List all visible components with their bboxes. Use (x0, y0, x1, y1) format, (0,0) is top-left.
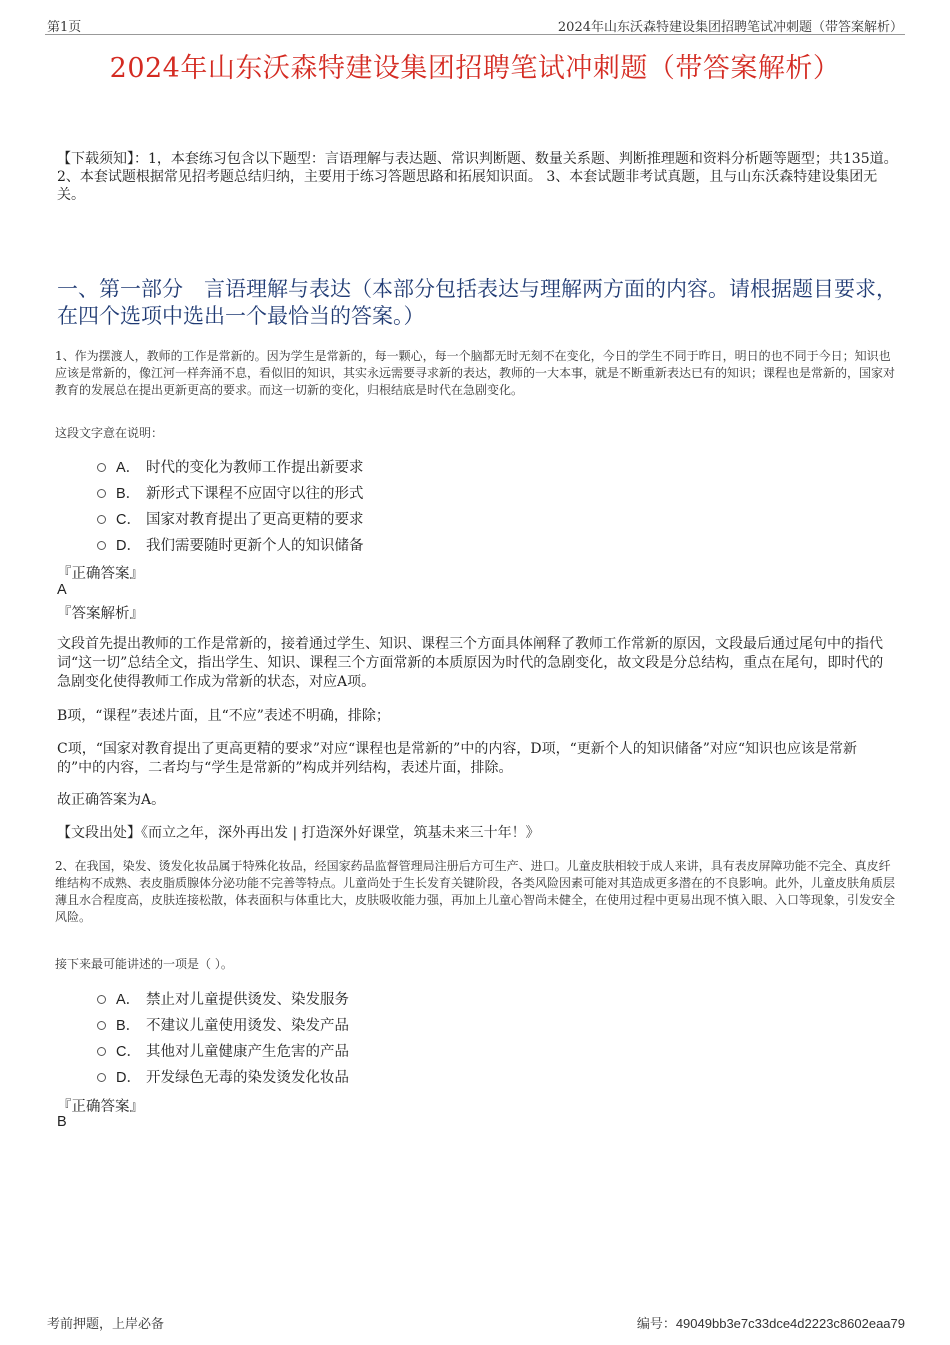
question-1-options (97, 453, 364, 557)
radio-icon[interactable] (97, 1047, 106, 1056)
option-text: 国家对教育提出了更高更精的要求 (146, 511, 364, 528)
option-a[interactable] (97, 985, 349, 1011)
footer-code-value: 49049bb3e7c33dce4d2223c8602eaa79 (675, 1316, 905, 1331)
analysis-conclusion: 故正确答案为A。 (57, 792, 166, 808)
option-letter: C． (116, 511, 141, 528)
header-divider (45, 34, 905, 35)
option-letter: B． (116, 485, 141, 502)
page-number: 第1页 (47, 20, 82, 35)
correct-answer-label: 『正确答案』 (57, 1099, 144, 1115)
analysis-paragraph: C项，“国家对教育提出了更高更精的要求”对应“课程也是常新的”中的内容，D项，“更新个人的知识储备”对应“知识也应该是常新的”中的内容，二者均与“学生是常新的”构成并列结构，表述片面，排除。 (57, 741, 858, 776)
source-citation: 【文段出处】《而立之年，深外再出发 | 打造深外好课堂，筑基未来三十年！》 (57, 825, 540, 841)
question-1-prompt: 这段文字意在说明： (55, 426, 164, 440)
question-1-text: 1、作为摆渡人，教师的工作是常新的。因为学生是常新的，每一颗心，每一个脑都无时无刻不在变化，今日的学生不同于昨日，明日的也不同于今日；知识也应该是常新的，像江河一样奔涌不息，看似旧的知识，其实永远需要寻求新的表达，教师的一大本事，就是不断重新表达已有的知识；课程也是常新的，国家对教育的发展总在提出更新更高的要求。而这一切新的变化，归根结底是时代在急剧变化。 (55, 349, 896, 397)
option-letter: A． (116, 459, 141, 476)
correct-answer-value: B (57, 1114, 67, 1130)
option-text: 新形式下课程不应固守以往的形式 (146, 485, 364, 502)
radio-icon[interactable] (97, 489, 106, 498)
correct-answer-value: A (57, 582, 67, 598)
option-letter: D． (116, 1069, 141, 1086)
radio-icon[interactable] (97, 541, 106, 550)
download-notice: 【下载须知】：1，本套练习包含以下题型：言语理解与表达题、常识判断题、数量关系题、判断推理题和资料分析题等题型；共135道。 2、本套试题根据常见招考题总结归纳，主要用于练习答题思路和拓展知识面。 3、本套试题非考试真题，且与山东沃森特建设集团无关。 (57, 151, 898, 203)
footer-code-label: 编号： (636, 1317, 676, 1332)
footer-slogan: 考前押题，上岸必备 (47, 1317, 165, 1332)
option-c[interactable] (97, 1037, 349, 1063)
option-d[interactable] (97, 1063, 349, 1089)
header-doc-name: 2024年山东沃森特建设集团招聘笔试冲刺题（带答案解析） (557, 20, 903, 35)
option-text: 开发绿色无毒的染发烫发化妆品 (146, 1069, 349, 1086)
section-title: 一、第一部分 言语理解与表达（本部分包括表达与理解两方面的内容。请根据题目要求，在四个选项中选出一个最恰当的答案。） (57, 277, 897, 328)
question-2-options (97, 985, 349, 1089)
radio-icon[interactable] (97, 463, 106, 472)
analysis-paragraph: 文段首先提出教师的工作是常新的，接着通过学生、知识、课程三个方面具体阐释了教师工作常新的原因，文段最后通过尾句中的指代词“这一切”总结全文，指出学生、知识、课程三个方面常新的本质原因为时代的急剧变化，故文段是分总结构，重点在尾句，即时代的急剧变化使得教师工作成为常新的状态，对应A项。 (57, 636, 884, 690)
option-letter: A． (116, 991, 141, 1008)
option-d[interactable] (97, 531, 364, 557)
option-letter: D． (116, 537, 141, 554)
question-2-text: 2、在我国，染发、烫发化妆品属于特殊化妆品，经国家药品监督管理局注册后方可生产、进口。儿童皮肤相较于成人来讲，具有表皮屏障功能不完全、真皮纤维结构不成熟、表皮脂质腺体分泌功能不完善等特点。儿童尚处于生长发育关键阶段，各类风险因素可能对其造成更多潜在的不良影响。此外，儿童皮肤角质层薄且水合程度高，皮肤连接松散，体表面积与体重比大，皮肤吸收能力强，再加上儿童心智尚未健全，在使用过程中更易出现不慎入眼、入口等现象，引发安全风险。 (55, 859, 896, 924)
radio-icon[interactable] (97, 1021, 106, 1030)
option-letter: B． (116, 1017, 141, 1034)
analysis-label: 『答案解析』 (57, 606, 144, 622)
document-title: 2024年山东沃森特建设集团招聘笔试冲刺题（带答案解析） (109, 53, 841, 84)
option-text: 不建议儿童使用烫发、染发产品 (146, 1017, 349, 1034)
option-text: 其他对儿童健康产生危害的产品 (146, 1043, 349, 1060)
footer-code (637, 1313, 905, 1332)
question-2-prompt: 接下来最可能讲述的一项是（ ）。 (55, 957, 233, 971)
option-text: 我们需要随时更新个人的知识储备 (146, 537, 364, 554)
radio-icon[interactable] (97, 1073, 106, 1082)
option-b[interactable] (97, 479, 364, 505)
radio-icon[interactable] (97, 515, 106, 524)
option-text: 禁止对儿童提供烫发、染发服务 (146, 991, 349, 1008)
option-text: 时代的变化为教师工作提出新要求 (146, 459, 364, 476)
option-a[interactable] (97, 453, 364, 479)
option-letter: C． (116, 1043, 141, 1060)
radio-icon[interactable] (97, 995, 106, 1004)
analysis-paragraph: B项，“课程”表述片面，且“不应”表述不明确，排除； (57, 708, 390, 724)
correct-answer-label: 『正确答案』 (57, 566, 144, 582)
option-b[interactable] (97, 1011, 349, 1037)
option-c[interactable] (97, 505, 364, 531)
